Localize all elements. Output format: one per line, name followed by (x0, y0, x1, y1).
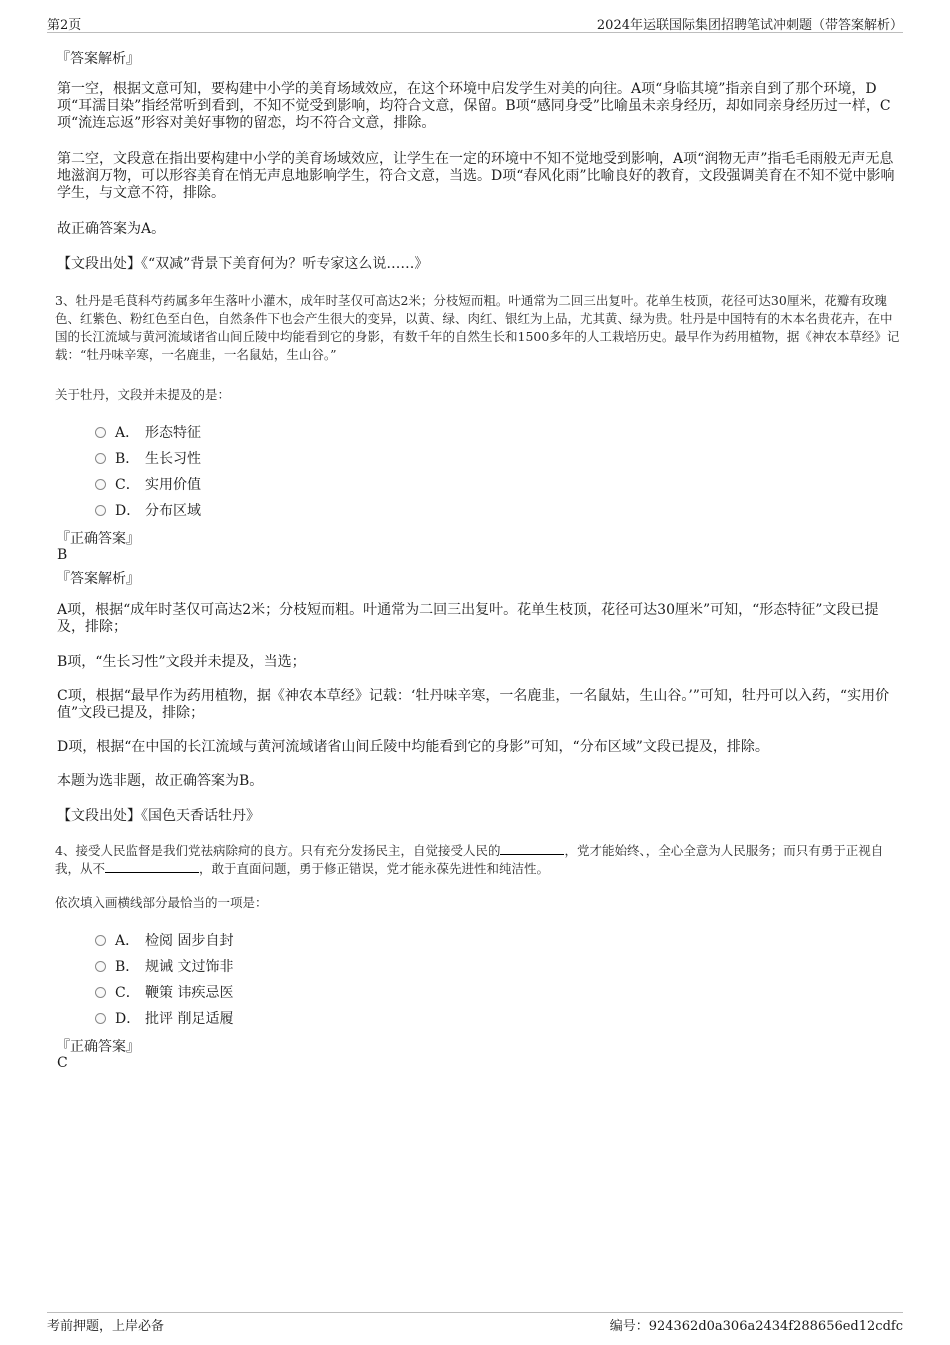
q4-option-c[interactable] (95, 982, 233, 1002)
radio-icon[interactable] (95, 935, 106, 946)
option-text: 形态特征 (145, 425, 201, 441)
option-letter: A． (115, 933, 140, 949)
radio-icon[interactable] (95, 987, 106, 998)
q3-stem: 3、牡丹是毛茛科芍药属多年生落叶小灌木，成年时茎仅可高达2米；分枝短而粗。叶通常为二回三出复叶。花单生枝顶，花径可达30厘米，花瓣有玫瑰色、红紫色、粉红色至白色，自然条件下也会产生很大的变异，以黄、绿、肉红、银红为上品，尤其黄、绿为贵。牡丹是中国特有的木本名贵花卉，在中国的长江流域与黄河流域诸省山间丘陵中均能看到它的身影，有数千年的自然生长和1500多年的人工栽培历史。最早作为药用植物，据《神农本草经》记载：“牡丹味辛寒，一名鹿韭，一名鼠姑，生山谷。” (55, 293, 900, 362)
q4-option-d[interactable] (95, 1008, 233, 1028)
q3-analysis-label: 『答案解析』 (56, 571, 140, 587)
option-letter: D． (115, 503, 141, 519)
q3-conclusion: 本题为选非题，故正确答案为B。 (57, 773, 264, 789)
q3-option-a[interactable] (95, 422, 201, 442)
q3-answer-label: 『正确答案』 (56, 531, 140, 547)
q4-option-b[interactable] (95, 956, 233, 976)
footer-slogan: 考前押题，上岸必备 (47, 1319, 165, 1334)
q4-stem-part1: 4、接受人民监督是我们党祛病除疴的良方。只有充分发扬民主，自觉接受人民的 (55, 843, 501, 858)
fill-blank-1 (500, 842, 564, 855)
option-text: 鞭策 讳疾忌医 (145, 985, 234, 1001)
q4-option-a[interactable] (95, 930, 233, 950)
q2-source: 【文段出处】《“双减”背景下美育何为？听专家这么说……》 (57, 256, 429, 272)
q3-analysis-d: D项，根据“在中国的长江流域与黄河流域诸省山间丘陵中均能看到它的身影”可知，“分布区域”文段已提及，排除。 (57, 739, 769, 755)
q2-analysis-p1: 第一空，根据文意可知，要构建中小学的美育场域效应，在这个环境中启发学生对美的向往。A项“身临其境”指亲自到了那个环境，D项“耳濡目染”指经常听到看到，不知不觉受到影响，均符合文意，保留。B项“感同身受”比喻虽未亲身经历，却如同亲身经历过一样，C项“流连忘返”形容对美好事物的留恋，均不符合文意，排除。 (57, 81, 891, 131)
q3-source: 【文段出处】《国色天香话牡丹》 (57, 808, 260, 824)
q3-option-c[interactable] (95, 474, 201, 494)
option-text: 实用价值 (145, 477, 201, 493)
fill-blank-2 (105, 860, 199, 873)
q2-analysis-p2: 第二空，文段意在指出要构建中小学的美育场域效应，让学生在一定的环境中不知不觉地受到影响，A项“润物无声”指毛毛雨般无声无息地滋润万物，可以形容美育在悄无声息地影响学生，符合文意，当选。D项“春风化雨”比喻良好的教育，文段强调美育在不知不觉中影响学生，与文意不符，排除。 (57, 151, 895, 201)
q2-conclusion: 故正确答案为A。 (57, 221, 166, 237)
radio-icon[interactable] (95, 479, 106, 490)
document-id: 编号：924362d0a306a2434f288656ed12cdfc (609, 1319, 903, 1334)
q4-stem-part3: ，敢于直面问题，勇于修正错误，党才能永葆先进性和纯洁性。 (199, 861, 550, 876)
option-letter: B． (115, 451, 140, 467)
q4-prompt: 依次填入画横线部分最恰当的一项是： (55, 895, 268, 910)
page-number: 第2页 (47, 18, 82, 33)
q4-answer-label: 『正确答案』 (56, 1039, 140, 1055)
q3-analysis-b: B项，“生长习性”文段并未提及，当选； (57, 654, 306, 670)
document-title: 2024年运联国际集团招聘笔试冲刺题（带答案解析） (596, 18, 903, 33)
q3-analysis-a: A项，根据“成年时茎仅可高达2米；分枝短而粗。叶通常为二回三出复叶。花单生枝顶，花径可达30厘米”可知，“形态特征”文段已提及，排除； (57, 602, 879, 635)
q4-answer: C (57, 1055, 68, 1071)
option-text: 分布区域 (145, 503, 201, 519)
radio-icon[interactable] (95, 427, 106, 438)
option-letter: C． (115, 477, 140, 493)
option-letter: A． (115, 425, 140, 441)
page-footer (47, 1312, 903, 1333)
radio-icon[interactable] (95, 453, 106, 464)
option-letter: C． (115, 985, 140, 1001)
option-text: 生长习性 (145, 451, 201, 467)
q2-analysis-label: 『答案解析』 (56, 51, 140, 67)
option-letter: B． (115, 959, 140, 975)
q3-prompt: 关于牡丹，文段并未提及的是： (55, 387, 231, 402)
radio-icon[interactable] (95, 1013, 106, 1024)
option-text: 批评 削足适履 (145, 1011, 234, 1027)
option-text: 检阅 固步自封 (145, 933, 234, 949)
q3-option-d[interactable] (95, 500, 201, 520)
q3-option-b[interactable] (95, 448, 201, 468)
q4-stem-part2: ，党才能始终、，全心全意为人民服务；而只有勇于正视自我，从不 (55, 843, 884, 876)
option-letter: D． (115, 1011, 141, 1027)
q3-answer: B (57, 547, 68, 563)
page-header (47, 14, 903, 33)
q3-analysis-c: C项，根据“最早作为药用植物，据《神农本草经》记载：‘牡丹味辛寒，一名鹿韭，一名鼠姑，生山谷。’”可知，牡丹可以入药，“实用价值”文段已提及，排除； (57, 688, 890, 721)
radio-icon[interactable] (95, 505, 106, 516)
q4-stem (55, 842, 900, 878)
option-text: 规诫 文过饰非 (145, 959, 234, 975)
radio-icon[interactable] (95, 961, 106, 972)
